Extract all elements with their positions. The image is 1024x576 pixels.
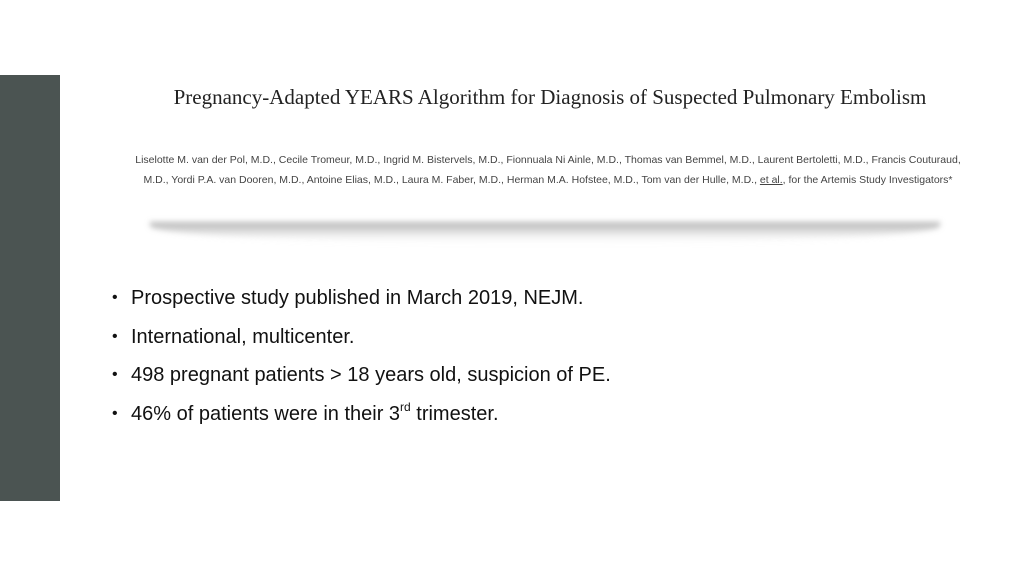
bullet-glyph: • xyxy=(112,366,118,383)
bullet-item xyxy=(112,283,912,322)
paper-header-shadow xyxy=(150,222,940,244)
bullet-item xyxy=(112,399,912,438)
bullet-glyph: • xyxy=(112,404,118,422)
bullet-text: Prospective study published in March 2019, NEJM. xyxy=(131,287,584,309)
bullet-text: International, multicenter. xyxy=(131,325,355,348)
bullet-glyph: • xyxy=(112,289,118,306)
et-al-link[interactable]: et al. xyxy=(759,174,783,186)
bullet-list xyxy=(112,283,912,437)
bullet-glyph: • xyxy=(112,327,118,345)
bullet-text: 46% of patients were in their 3 xyxy=(131,402,401,425)
bullet-item xyxy=(112,360,912,399)
authors-suffix: , for the Artemis Study Investigators* xyxy=(782,174,953,186)
ordinal-superscript: rd xyxy=(400,399,411,414)
bullet-item xyxy=(112,322,912,361)
slide-side-bar xyxy=(0,75,60,501)
paper-authors xyxy=(126,150,970,190)
bullet-text: 498 pregnant patients > 18 years old, suspicion of PE. xyxy=(131,364,611,386)
paper-title: Pregnancy-Adapted YEARS Algorithm for Diagnosis of Suspected Pulmonary Embolism xyxy=(173,85,927,109)
authors-text: Liselotte M. van der Pol, M.D., Cecile Tromeur, M.D., Ingrid M. Bistervels, M.D., Fionnuala Ni Ainle, M.D., Thomas van Bemmel, M.D., Laurent Bertoletti, M.D., Francis Couturaud, M.D., Yordi P.A. van Dooren, M.D., Antoine Elias, M.D., Laura M. Faber, M.D., Herman M.A. Hofstee, M.D., Tom van der Hulle, M.D., xyxy=(135,154,961,186)
bullet-text-end: trimester. xyxy=(410,402,499,425)
